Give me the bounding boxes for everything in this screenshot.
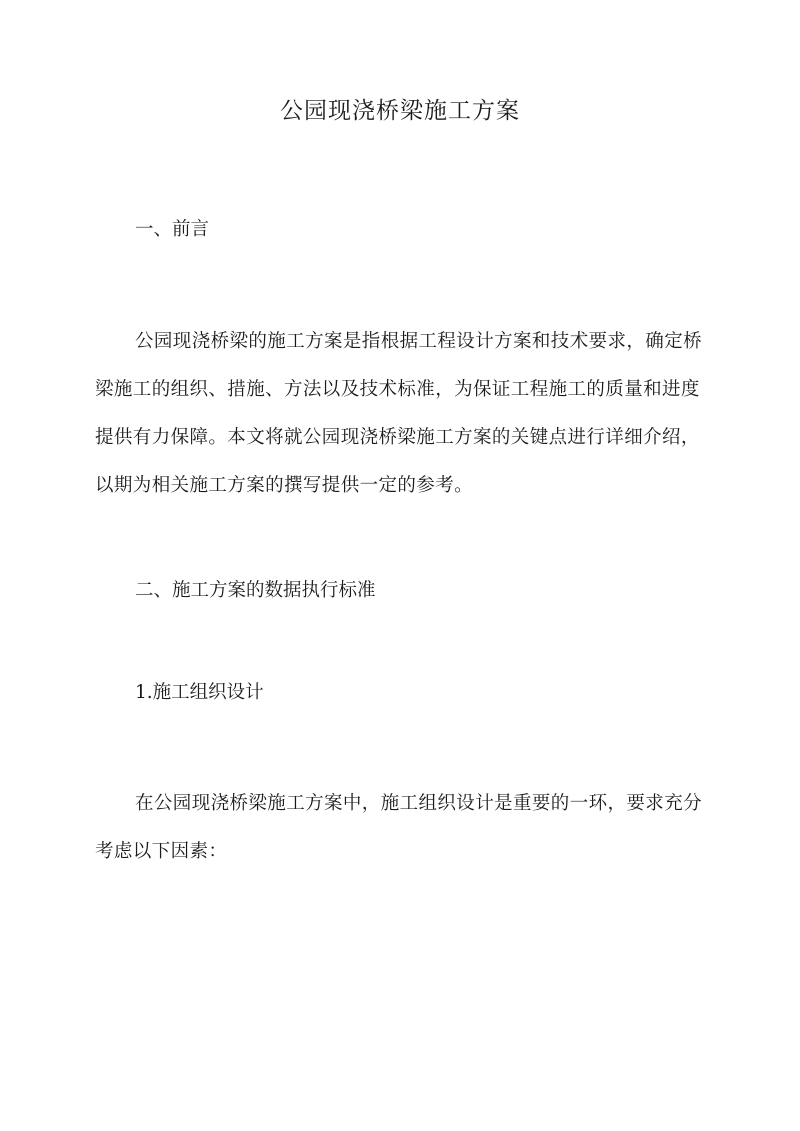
document-title: 公园现浇桥梁施工方案 xyxy=(280,98,520,124)
section-heading-standards: 二、施工方案的数据执行标准 xyxy=(135,580,376,601)
section-heading-preface: 一、前言 xyxy=(135,219,210,240)
preface-paragraph: 公园现浇桥梁的施工方案是指根据工程设计方案和技术要求，确定桥梁施工的组织、措施、方法以及技术标准，为保证工程施工的质量和进度提供有力保障。本文将就公园现浇桥梁施工方案的关键点进行详细介绍，以期为相关施工方案的撰写提供一定的参考。 xyxy=(95,331,703,496)
subsection-heading-organization-design: 1.施工组织设计 xyxy=(135,682,264,703)
organization-design-paragraph: 在公园现浇桥梁施工方案中，施工组织设计是重要的一环，要求充分考虑以下因素： xyxy=(95,793,703,862)
